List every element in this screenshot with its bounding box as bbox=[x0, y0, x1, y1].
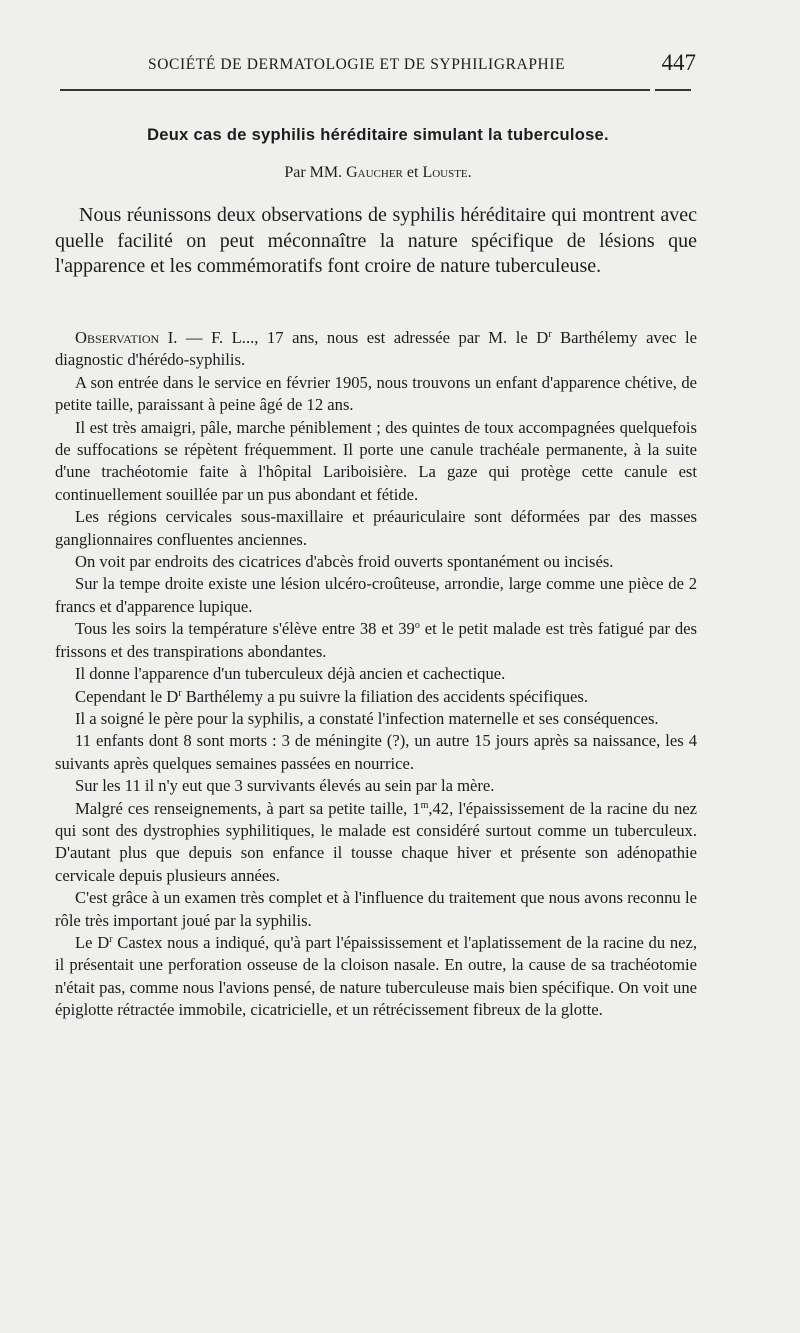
paragraph-text: Castex nous a indiqué, qu'à part l'épaississement et l'aplatissement de la racine du nez, il présentait une perforation osseuse de la cloison nasale. En outre, la cause de sa trachéotomie n'était pas, comme nous l'avions pensé, de nature tuberculeuse mais bien spécifique. On voit une épiglotte rétractée immobile, cicatricielle, et un rétrécissement fibreux de la glotte. bbox=[55, 932, 697, 1020]
paragraph: 11 enfants dont 8 sont morts : 3 de méningite (?), un autre 15 jours après sa naissance, les 4 suivants après quelques semaines passées en nourrice. bbox=[55, 731, 697, 773]
paragraph: C'est grâce à un examen très complet et à l'influence du traitement que nous avons reconnu le rôle très important joué par la syphilis. bbox=[55, 888, 697, 930]
paragraph-text: et le petit malade est très fatigué par des frissons et des transpirations abondantes. bbox=[55, 619, 697, 661]
paragraph-text: Barthélemy avec le diagnostic d'hérédo-syphilis. bbox=[55, 328, 697, 370]
byline-prefix: Par MM. bbox=[284, 164, 343, 181]
paragraph: Sur les 11 il n'y eut que 3 survivants élevés au sein par la mère. bbox=[75, 776, 495, 796]
paragraph: Il donne l'apparence d'un tuberculeux déjà ancien et cachectique. bbox=[75, 664, 506, 684]
superscript: r bbox=[178, 687, 182, 699]
paragraph-text: Barthélemy a pu suivre la filiation des accidents spécifiques. bbox=[181, 686, 588, 706]
paragraph: Sur la tempe droite existe une lésion ulcéro-croûteuse, arrondie, large comme une pièce de 2 francs et d'apparence lupique. bbox=[55, 574, 697, 616]
paragraph bbox=[55, 618, 697, 663]
paragraph-text: Tous les soirs la température s'élève entre 38 et 39 bbox=[75, 619, 415, 639]
intro-paragraph: Nous réunissons deux observations de syphilis héréditaire qui montrent avec quelle facilité on peut méconnaître la nature spécifique de lésions que l'apparence et les commémoratifs font croire de nature tuberculeuse. bbox=[55, 204, 697, 277]
paragraph: On voit par endroits des cicatrices d'abcès froid ouverts spontanément ou incisés. bbox=[75, 552, 614, 572]
header-rule-short bbox=[655, 89, 691, 91]
paragraph: A son entrée dans le service en février 1905, nous trouvons un enfant d'apparence chétive, de petite taille, paraissant à peine âgé de 12 ans. bbox=[55, 372, 697, 415]
paragraph bbox=[55, 686, 697, 708]
running-head bbox=[60, 50, 696, 80]
byline-joiner: et bbox=[406, 164, 419, 181]
paragraph bbox=[55, 932, 697, 1022]
article-title: Deux cas de syphilis héréditaire simulant la tuberculose. bbox=[147, 126, 609, 144]
paragraph-text: — F. L..., 17 ans, nous est adressée par M. le D bbox=[177, 328, 549, 347]
superscript: m bbox=[420, 799, 429, 811]
observation-label: Observation I. bbox=[75, 328, 178, 347]
superscript: r bbox=[548, 329, 552, 340]
header-rule bbox=[60, 89, 650, 91]
author-name: Gaucher bbox=[346, 164, 403, 181]
running-title: SOCIÉTÉ DE DERMATOLOGIE ET DE SYPHILIGRAPHIE bbox=[148, 56, 566, 73]
byline bbox=[60, 164, 696, 182]
paragraph-text: Cependant le D bbox=[75, 686, 179, 706]
author-name: Louste. bbox=[422, 164, 472, 181]
paragraph: Il est très amaigri, pâle, marche péniblement ; des quintes de toux accompagnées quelquefois de suffocations se répètent fréquemment. Il porte une canule trachéale permanente, à la suite d'une trachéotomie faite à l'hôpital Lariboisière. La gaze qui protège cette canule est continuellement souillée par un pus abondant et fétide. bbox=[55, 417, 697, 504]
superscript: r bbox=[109, 933, 113, 945]
paragraph: Il a soigné le père pour la syphilis, a constaté l'infection maternelle et ses conséquences. bbox=[75, 708, 659, 728]
paragraph-text: Malgré ces renseignements, à part sa petite taille, 1 bbox=[75, 798, 421, 818]
paragraph-text: ,42, l'épaississement de la racine du nez qui sont des dystrophies syphilitiques, le malade est considéré surtout comme un tuberculeux. D'autant plus que depuis son enfance il tousse chaque hiver et présente son adénopathie cervicale depuis plusieurs années. bbox=[55, 798, 697, 885]
article-body bbox=[55, 327, 697, 1022]
paragraph-text: Le D bbox=[75, 932, 110, 952]
paragraph: Les régions cervicales sous-maxillaire et préauriculaire sont déformées par des masses ganglionnaires confluentes anciennes. bbox=[55, 507, 697, 549]
paragraph bbox=[55, 798, 697, 888]
superscript: o bbox=[414, 620, 420, 632]
page-number: 447 bbox=[661, 50, 696, 75]
paragraph bbox=[55, 327, 697, 372]
